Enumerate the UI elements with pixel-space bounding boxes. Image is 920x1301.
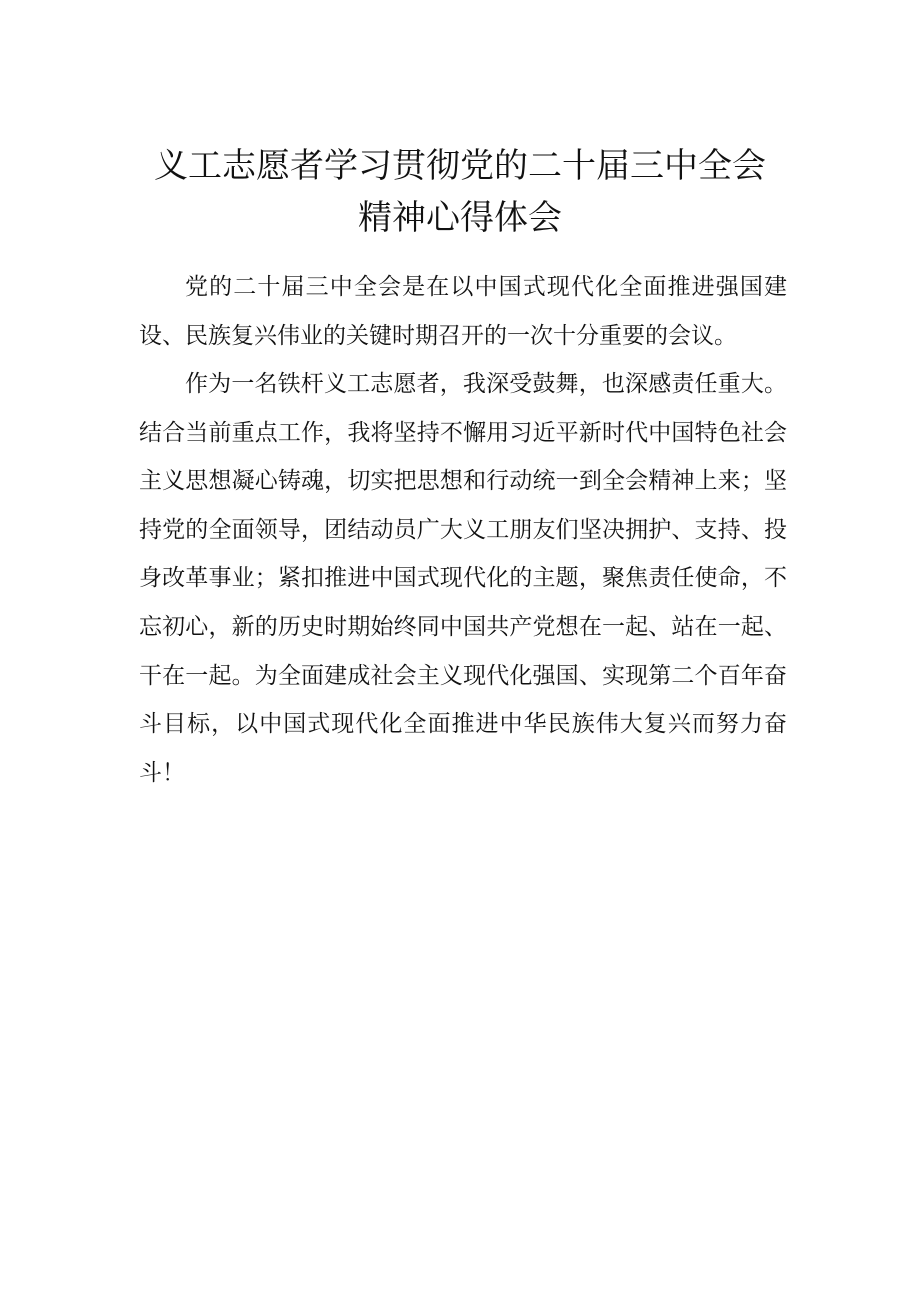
paragraph-1: 党的二十届三中全会是在以中国式现代化全面推进强国建设、民族复兴伟业的关键时期召开的一次十分重要的会议。 (139, 274, 787, 349)
document-title-line-2: 精神心得体会 (358, 198, 562, 238)
paragraph-2: 作为一名铁杆义工志愿者，我深受鼓舞，也深感责任重大。结合当前重点工作，我将坚持不懈用习近平新时代中国特色社会主义思想凝心铸魂，切实把思想和行动统一到全会精神上来；坚持党的全面领导，团结动员广大义工朋友们坚决拥护、支持、投身改革事业；紧扣推进中国式现代化的主题，聚焦责任使命，不忘初心，新的历史时期始终同中国共产党想在一起、站在一起、干在一起。为全面建成社会主义现代化强国、实现第二个百年奋斗目标，以中国式现代化全面推进中华民族伟大复兴而努力奋斗！ (139, 371, 787, 786)
document-title-line-1: 义工志愿者学习贯彻党的二十届三中全会 (154, 146, 766, 186)
